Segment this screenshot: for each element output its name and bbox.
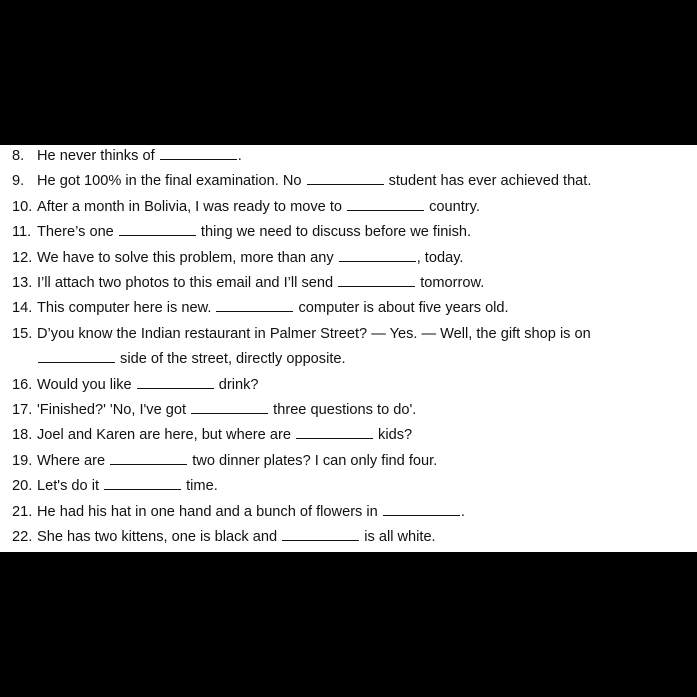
answer-blank[interactable] bbox=[137, 376, 214, 389]
answer-blank[interactable] bbox=[282, 528, 359, 541]
answer-blank[interactable] bbox=[119, 223, 196, 236]
question-text: computer is about five years old. bbox=[294, 300, 509, 317]
question-text: He got 100% in the final examination. No bbox=[37, 173, 306, 190]
question-body bbox=[37, 198, 480, 216]
question-number: 13. bbox=[12, 275, 33, 291]
answer-blank[interactable] bbox=[160, 147, 237, 160]
question-number: 15. bbox=[12, 325, 33, 342]
question-body bbox=[37, 401, 416, 419]
question-text: This computer here is new. bbox=[37, 300, 216, 317]
question-number: 18. bbox=[12, 427, 33, 444]
answer-blank[interactable] bbox=[338, 274, 415, 287]
question-body bbox=[37, 452, 437, 470]
question-text: kids? bbox=[374, 427, 413, 444]
question-line bbox=[0, 299, 697, 324]
question-body bbox=[37, 528, 436, 546]
question-text: I’ll attach two photos to this email and I’ll send bbox=[37, 275, 338, 291]
worksheet bbox=[0, 145, 697, 552]
question-text: two dinner plates? I can only find four. bbox=[188, 452, 438, 469]
question-number: 11. bbox=[12, 224, 32, 241]
question-text: country. bbox=[425, 198, 480, 215]
question-text: is all white. bbox=[360, 529, 436, 545]
question-body bbox=[37, 426, 412, 444]
answer-blank[interactable] bbox=[307, 172, 384, 185]
question-body bbox=[37, 172, 591, 190]
question-text: three questions to do'. bbox=[269, 402, 417, 418]
question-text: drink? bbox=[214, 376, 259, 393]
question-text: . bbox=[460, 503, 465, 520]
question-text: We have to solve this problem, more than any bbox=[37, 249, 338, 266]
answer-blank[interactable] bbox=[110, 452, 187, 465]
answer-blank[interactable] bbox=[383, 503, 460, 516]
question-text: thing we need to discuss before we finish. bbox=[196, 224, 472, 241]
question-number: 21. bbox=[12, 503, 33, 520]
question-line bbox=[0, 325, 697, 350]
question-line bbox=[0, 147, 697, 172]
question-text: side of the street, directly opposite. bbox=[116, 351, 346, 368]
question-text: He never thinks of bbox=[37, 148, 159, 164]
question-number: 22. bbox=[12, 529, 33, 545]
answer-blank[interactable] bbox=[38, 350, 115, 363]
question-number: 16. bbox=[12, 376, 33, 393]
question-text: She has two kittens, one is black and bbox=[37, 529, 282, 545]
question-text: 'Finished?' 'No, I've got bbox=[37, 402, 191, 418]
question-text: . bbox=[237, 148, 242, 164]
question-line bbox=[0, 426, 697, 451]
question-text: , today. bbox=[416, 249, 464, 266]
question-body bbox=[37, 477, 218, 495]
question-number: 17. bbox=[12, 402, 33, 418]
question-text: student has ever achieved that. bbox=[384, 173, 592, 190]
question-line bbox=[0, 503, 697, 528]
question-text: Joel and Karen are here, but where are bbox=[37, 427, 295, 444]
question-line bbox=[0, 172, 697, 197]
answer-blank[interactable] bbox=[339, 249, 416, 262]
question-line bbox=[0, 198, 697, 223]
question-text: time. bbox=[182, 478, 218, 495]
question-line bbox=[0, 376, 697, 401]
question-text: After a month in Bolivia, I was ready to move to bbox=[37, 198, 347, 215]
question-text: Would you like bbox=[37, 376, 136, 393]
question-text: tomorrow. bbox=[416, 275, 485, 291]
question-line bbox=[0, 223, 697, 248]
question-body bbox=[37, 325, 591, 343]
question-line bbox=[0, 452, 697, 477]
question-number: 20. bbox=[12, 478, 33, 495]
answer-blank[interactable] bbox=[216, 299, 293, 312]
question-text: There’s one bbox=[37, 224, 118, 241]
question-number: 14. bbox=[12, 300, 33, 317]
question-body bbox=[37, 274, 484, 292]
question-line bbox=[0, 477, 697, 502]
answer-blank[interactable] bbox=[104, 477, 181, 490]
question-line bbox=[0, 274, 697, 299]
question-line bbox=[0, 528, 697, 552]
question-body bbox=[37, 223, 471, 241]
question-text: D’you know the Indian restaurant in Palmer Street? — Yes. — Well, the gift shop is on bbox=[37, 325, 591, 342]
question-line bbox=[0, 350, 697, 375]
question-number: 12. bbox=[12, 249, 33, 266]
question-body bbox=[37, 376, 259, 394]
question-body bbox=[37, 249, 463, 267]
question-body bbox=[37, 350, 346, 368]
question-number: 9. bbox=[12, 173, 25, 190]
question-text: Let's do it bbox=[37, 478, 104, 495]
question-body bbox=[37, 503, 465, 521]
question-number: 8. bbox=[12, 148, 25, 164]
answer-blank[interactable] bbox=[296, 426, 373, 439]
question-line bbox=[0, 401, 697, 426]
question-number: 19. bbox=[12, 452, 33, 469]
question-body bbox=[37, 299, 509, 317]
question-text: Where are bbox=[37, 452, 110, 469]
answer-blank[interactable] bbox=[347, 198, 424, 211]
question-body bbox=[37, 147, 242, 165]
answer-blank[interactable] bbox=[191, 401, 268, 414]
question-line bbox=[0, 249, 697, 274]
question-number: 10. bbox=[12, 198, 33, 215]
question-text: He had his hat in one hand and a bunch of flowers in bbox=[37, 503, 382, 520]
